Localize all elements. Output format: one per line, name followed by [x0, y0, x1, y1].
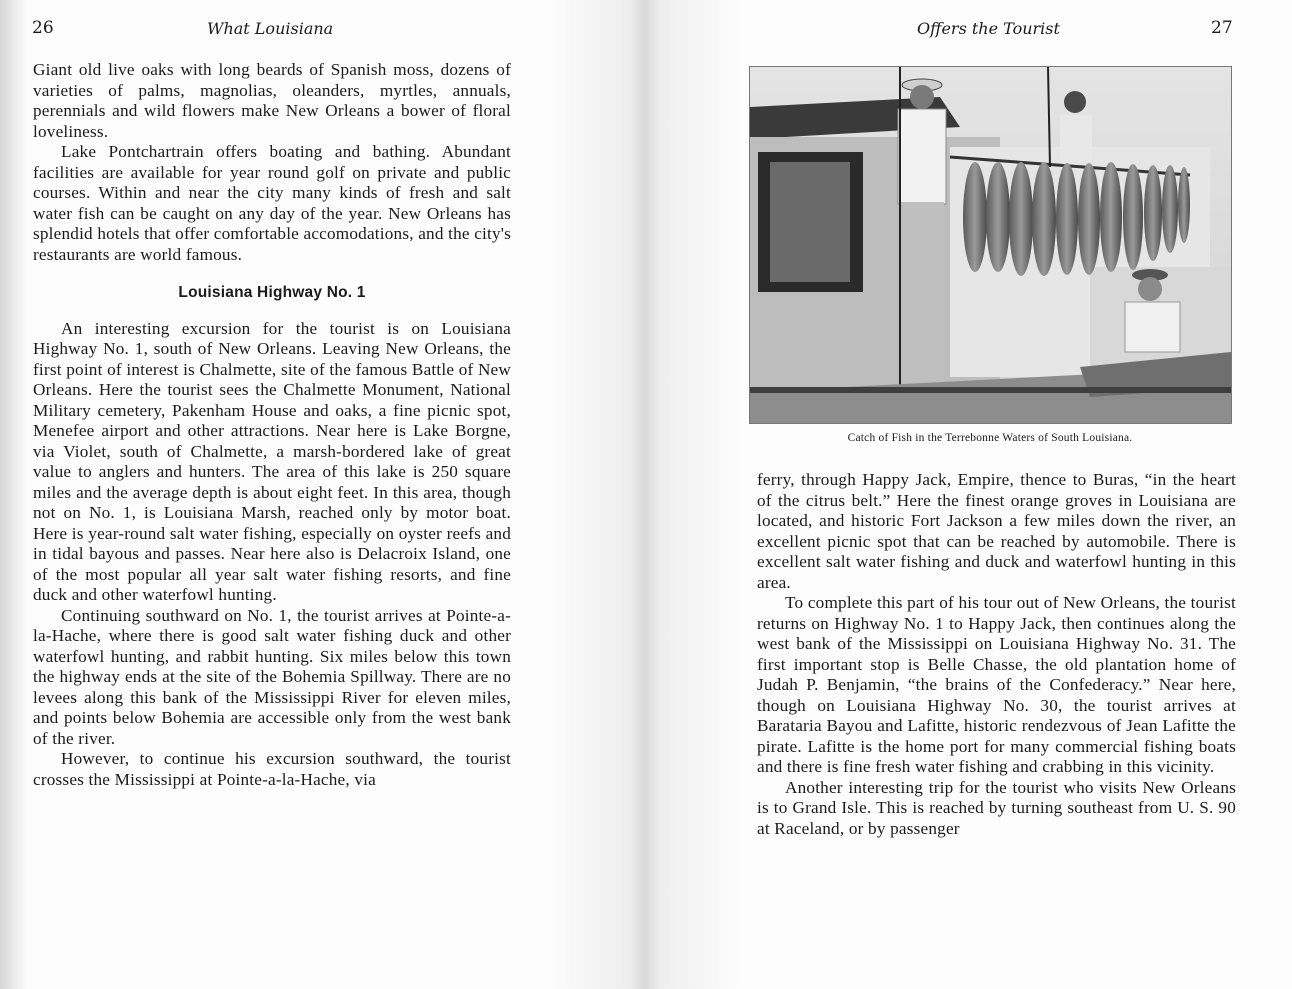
paragraph: Continuing southward on No. 1, the tourist arrives at Pointe-a-la-Hache, where there is good salt water fishing duck and other waterfowl hunting, and rabbit hunting. Six miles below this town the highway ends at the site of the Bohemia Spillway. There are no levees along this bank of the Mississippi River for eleven miles, and points below Bohemia are accessible only from the west bank of the river. [33, 605, 511, 748]
photo-caption: Catch of Fish in the Terrebonne Waters of South Louisiana. [847, 432, 1133, 444]
left-page [0, 0, 545, 989]
left-text-column [33, 60, 511, 790]
paragraph: However, to continue his excursion southward, the tourist crosses the Mississippi at Pointe-a-la-Hache, via [33, 749, 511, 789]
running-head-left: What Louisiana [207, 19, 334, 38]
right-text-column [757, 470, 1236, 839]
book-gutter [545, 0, 745, 989]
paragraph: ferry, through Happy Jack, Empire, thence to Buras, “in the heart of the citrus belt.” Here the finest orange groves in Louisiana are located, and historic Fort Jackson a few miles down the river, an excellent picnic spot that can be reached by automobile. There is excellent salt water fishing and duck and waterfowl hunting in this area. [757, 470, 1236, 592]
page-edge-shadow [0, 0, 28, 989]
page-number-left: 26 [32, 18, 54, 38]
paragraph: Giant old live oaks with long beards of Spanish moss, dozens of varieties of palms, magnolias, oleanders, myrtles, annuals, perennials and wild flowers make New Orleans a bower of floral loveliness. [33, 60, 511, 141]
paragraph: To complete this part of his tour out of New Orleans, the tourist returns on Highway No. 1 to Happy Jack, then continues along the west bank of the Mississippi on Louisiana Highway No. 31. The first important stop is Belle Chasse, the old plantation home of Judah P. Benjamin, “the brains of the Confederacy.” Near here, though on Louisiana Highway No. 30, the tourist arrives at Barataria Bayou and Lafitte, historic rendezvous of Jean Lafitte the pirate. Lafitte is the home port for many commercial fishing boats and there is fine fresh water fishing and crabbing in this vicinity. [757, 593, 1236, 776]
paragraph: Lake Pontchartrain offers boating and bathing. Abundant facilities are available for year round golf on private and public courses. Within and near the city many kinds of fresh and salt water fish can be caught on any day of the year. New Orleans has splendid hotels that offer comfortable accomodations, and the city's restaurants are world famous. [33, 142, 511, 264]
running-head-right: Offers the Tourist [917, 19, 1060, 38]
fishing-photo-illustration [750, 67, 1231, 423]
section-heading: Louisiana Highway No. 1 [178, 284, 366, 301]
paragraph: An interesting excursion for the tourist is on Louisiana Highway No. 1, south of New Orleans. Leaving New Orleans, the first point of interest is Chalmette, site of the famous Battle of New Orleans. Here the tourist sees the Chalmette Monument, National Military cemetery, Pakenham House and oaks, a fine picnic spot, Menefee airport and other attractions. Near here is Lake Borgne, via Violet, south of Chalmette, a marsh-bordered lake of great value to anglers and hunters. The area of this lake is 250 square miles and the average depth is about eight feet. In this area, though not on No. 1, is Louisiana Marsh, reached only by motor boat. Here is year-round salt water fishing, especially on oyster reefs and in tidal bayous and passes. Near here also is Delacroix Island, one of the most popular all year salt water fishing resorts, and fine duck and other waterfowl hunting. [33, 318, 511, 604]
page-number-right: 27 [1211, 18, 1233, 38]
right-page [745, 0, 1292, 989]
paragraph: Another interesting trip for the tourist who visits New Orleans is to Grand Isle. This is reached by turning southeast from U. S. 90 at Raceland, or by passenger [757, 777, 1236, 838]
fishing-photo [749, 66, 1232, 424]
